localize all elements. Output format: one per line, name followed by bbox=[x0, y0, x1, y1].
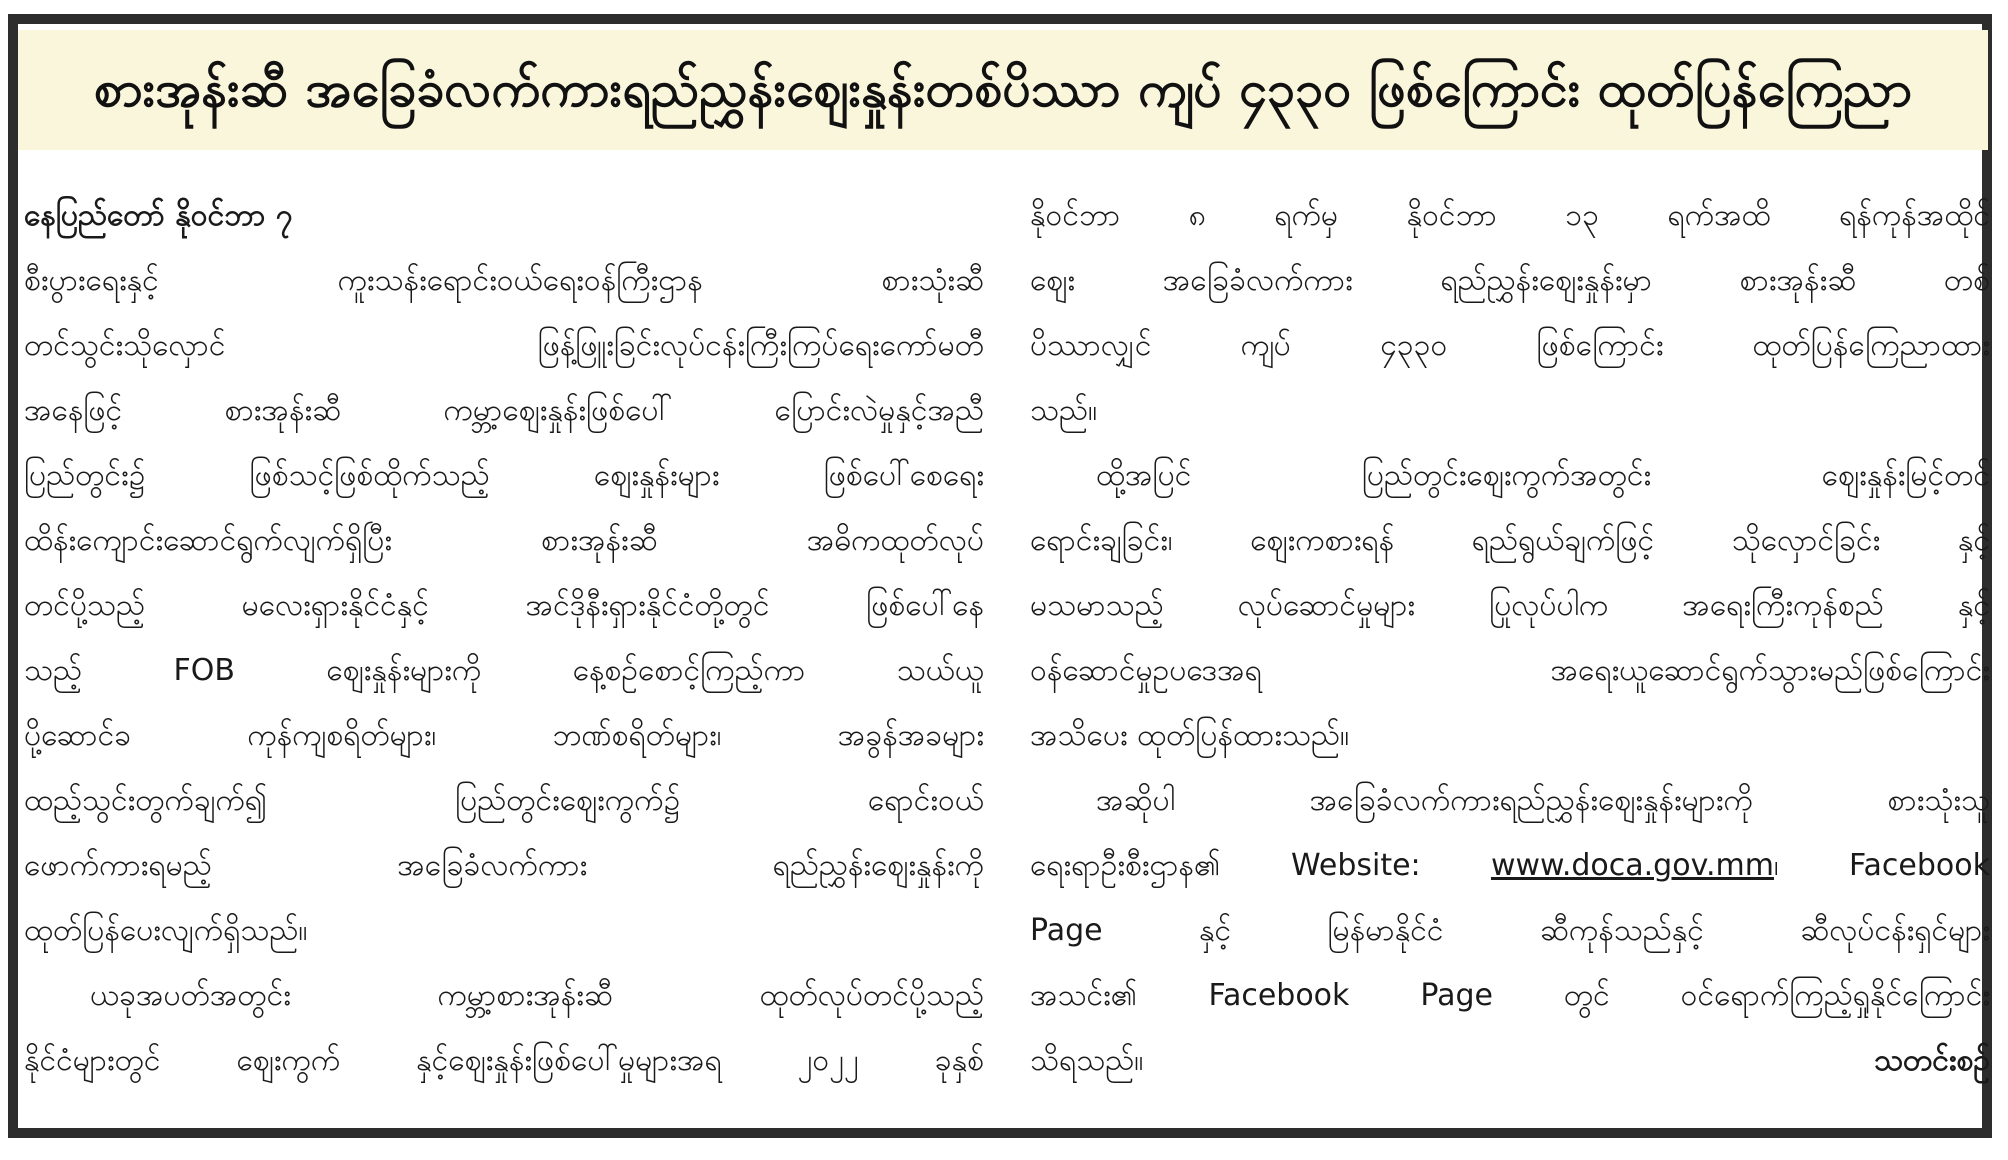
website-suffix: ၊ Facebook bbox=[1773, 848, 1990, 883]
body-line: Page နှင့် မြန်မာနိုင်ငံ ဆီကုန်သည်နှင့် ဆီလုပ်ငန်းရှင်များ bbox=[1030, 913, 1990, 948]
byline: သတင်းစဉ် bbox=[1874, 1043, 1990, 1078]
body-line: ထိန်းကျောင်းဆောင်ရွက်လျက်ရှိပြီး စားအုန်းဆီ အဓိကထုတ်လုပ် bbox=[24, 523, 984, 558]
body-line: ဝန်ဆောင်မှုဥပဒေအရ အရေးယူဆောင်ရွက်သွားမည်ဖြစ်ကြောင်း bbox=[1030, 653, 1990, 688]
right-column bbox=[1030, 183, 1990, 1118]
body-line: ပိဿာလျှင် ကျပ် ၄၃၃၀ ဖြစ်ကြောင်း ထုတ်ပြန်ကြေညာထား bbox=[1030, 328, 1990, 363]
body-line: ထို့အပြင် ပြည်တွင်းဈေးကွက်အတွင်း ဈေးနှုန်းမြင့်တင် bbox=[1096, 458, 1990, 493]
body-line-website bbox=[1030, 833, 1990, 898]
headline: စားအုန်းဆီ အခြေခံလက်ကားရည်ညွှန်းဈေးနှုန်းတစ်ပိဿာ ကျပ် ၄၃၃၀ ဖြစ်ကြောင်း ထုတ်ပြန်ကြေညာ bbox=[93, 60, 1913, 119]
dateline: နေပြည်တော် နိုဝင်ဘာ ၇ bbox=[24, 198, 293, 233]
website-prefix: ရေးရာဦးစီးဌာန၏ Website: bbox=[1030, 848, 1491, 883]
body-line: အသင်း၏ Facebook Page တွင် ဝင်ရောက်ကြည့်ရှုနိုင်ကြောင်း bbox=[1030, 978, 1990, 1013]
body-line: နိုင်ငံများတွင် ဈေးကွက် နှင့်ဈေးနှုန်းဖြစ်ပေါ်မှုများအရ ၂၀၂၂ ခုနှစ် bbox=[24, 1043, 984, 1078]
headline-band bbox=[18, 30, 1988, 150]
body-line: နိုဝင်ဘာ ၈ ရက်မှ နိုဝင်ဘာ ၁၃ ရက်အထိ ရန်ကုန်အထိုင် bbox=[1030, 198, 1990, 233]
body-line: ပို့ဆောင်ခ ကုန်ကျစရိတ်များ၊ ဘဏ်စရိတ်များ၊ အခွန်အခများ bbox=[24, 718, 984, 753]
body-line: မသမာသည့် လုပ်ဆောင်မှုများ ပြုလုပ်ပါက အရေးကြီးကုန်စည် နှင့် bbox=[1030, 588, 1990, 623]
body-line: စီးပွားရေးနှင့် ကူးသန်းရောင်းဝယ်ရေးဝန်ကြီးဌာန စားသုံးဆီ bbox=[24, 263, 984, 298]
body-line: သိရသည်။ bbox=[1030, 1043, 1144, 1078]
body-line: အနေဖြင့် စားအုန်းဆီ ကမ္ဘာ့ဈေးနှုန်းဖြစ်ပေါ် ပြောင်းလဲမှုနှင့်အညီ bbox=[24, 393, 984, 428]
body-line: အဆိုပါ အခြေခံလက်ကားရည်ညွှန်းဈေးနှုန်းများကို စားသုံးသူ bbox=[1096, 783, 1990, 818]
body-line: အသိပေး ထုတ်ပြန်ထားသည်။ bbox=[1030, 718, 1350, 753]
body-line: ပြည်တွင်း၌ ဖြစ်သင့်ဖြစ်ထိုက်သည့် ဈေးနှုန်းများ ဖြစ်ပေါ်စေရေး bbox=[24, 458, 984, 493]
body-line: ထည့်သွင်းတွက်ချက်၍ ပြည်တွင်းဈေးကွက်၌ ရောင်းဝယ် bbox=[24, 783, 984, 818]
body-line: ထုတ်ပြန်ပေးလျက်ရှိသည်။ bbox=[24, 913, 308, 948]
closing-row bbox=[1030, 1028, 1990, 1093]
body-line: တင်သွင်းသိုလှောင် ဖြန့်ဖြူးခြင်းလုပ်ငန်းကြီးကြပ်ရေးကော်မတီ bbox=[24, 328, 984, 363]
body-line: သည်။ bbox=[1030, 393, 1098, 428]
left-column bbox=[24, 183, 984, 1118]
body-line: တင်ပို့သည့် မလေးရှားနိုင်ငံနှင့် အင်ဒိုနီးရှားနိုင်ငံတို့တွင် ဖြစ်ပေါ်နေ bbox=[24, 588, 984, 623]
body-line: သည့် FOB ဈေးနှုန်းများကို နေ့စဉ်စောင့်ကြည့်ကာ သယ်ယူ bbox=[24, 653, 984, 688]
body-line: ဖောက်ကားရမည့် အခြေခံလက်ကား ရည်ညွှန်းဈေးနှုန်းကို bbox=[24, 848, 984, 883]
body-line: ယခုအပတ်အတွင်း ကမ္ဘာ့စားအုန်းဆီ ထုတ်လုပ်တင်ပို့သည့် bbox=[90, 978, 984, 1013]
body-line: ဈေး အခြေခံလက်ကား ရည်ညွှန်းဈေးနှုန်းမှာ စားအုန်းဆီ တစ် bbox=[1030, 263, 1990, 298]
body-line: ရောင်းချခြင်း၊ ဈေးကစားရန် ရည်ရွယ်ချက်ဖြင့် သိုလှောင်ခြင်း နှင့် bbox=[1030, 523, 1990, 558]
website-link[interactable]: www.doca.gov.mm bbox=[1490, 848, 1774, 883]
